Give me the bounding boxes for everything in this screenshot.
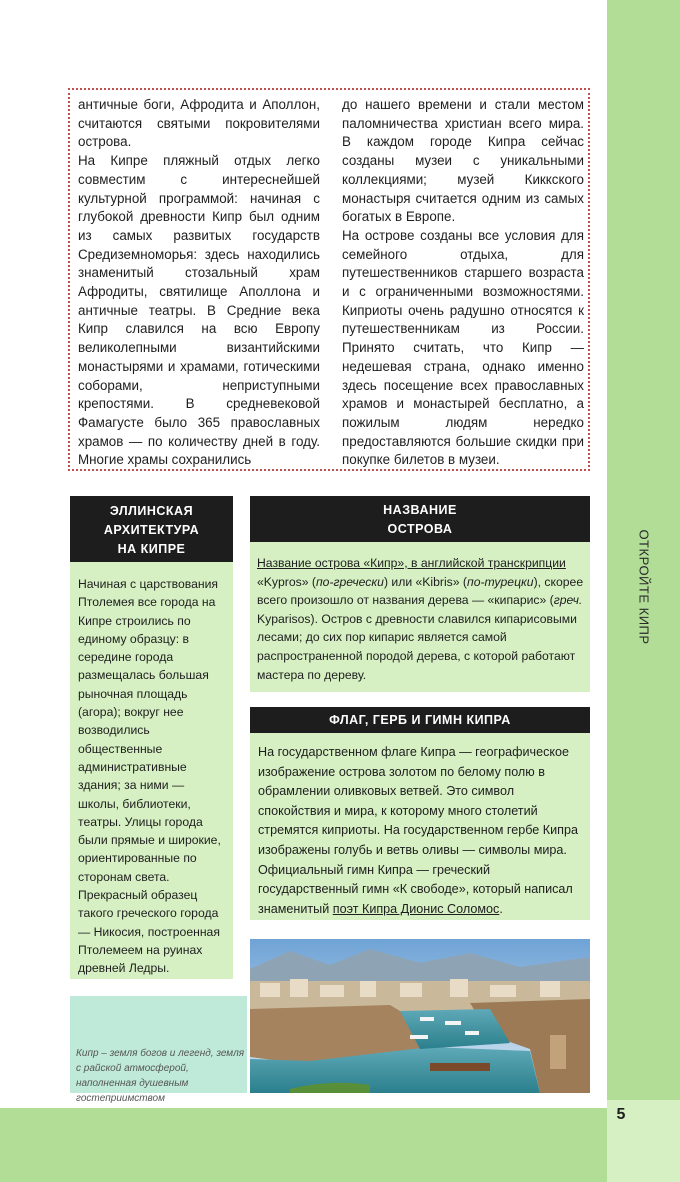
title-line: АРХИТЕКТУРА xyxy=(103,523,200,537)
photo-caption: Кипр – земля богов и легенд, земля с райской атмосферой, наполненная душевным гостеприимством xyxy=(76,1048,245,1104)
paragraph: На острове созданы все условия для семейного отдыха, для путешественников старшего возраста и с ограниченными возможностями. Киприоты очень радушно относятся к путешественникам из России. Принято считать, что Кипр — недешевая страна, однако именно здесь посещение всех православных храмов и монастырей бесплатно, а пожилым людям нередко предоставляются большие скидки при покупке билетов в музеи. xyxy=(342,227,584,468)
hellenic-architecture-title xyxy=(70,496,233,562)
italic-term: греч. xyxy=(553,593,583,608)
island-name-link[interactable]: Название острова «Кипр», в английской транскрипции xyxy=(257,556,566,570)
bottom-margin-bar xyxy=(0,1108,607,1182)
text: На государственном флаге Кипра — географическое изображение острова золотом по белому полю в обрамлении оливковых ветвей. Это символ спокойствия и мира, к которому много столетий стремятся киприоты. На государственном гербе Кипра изображены голубь и ветвь оливы — символы мира. Официальный гимн Кипра — греческий государственный гимн «К свободе», который написал знаменитый xyxy=(258,745,578,916)
paragraph: до нашего времени и стали местом паломничества христиан всего мира. В каждом городе Кипра сейчас созданы музеи с уникальными коллекциями; музей Киккского монастыря считается одним из самых богатых в Европе. xyxy=(342,97,584,225)
poet-link[interactable]: поэт Кипра Дионис Соломос xyxy=(332,901,500,916)
title-line: ЭЛЛИНСКАЯ xyxy=(109,504,194,518)
text: Kyparisos). Остров с древности славился кипарисовыми лесами; до сих пор кипарис является самой распространенной породой дерева, с которой работают мастера по дереву. xyxy=(257,611,577,682)
island-name-box xyxy=(250,496,590,542)
text: «Kypros» ( xyxy=(257,574,316,589)
intro-column-left xyxy=(78,96,320,470)
text: ), скорее всего произошло от названия дерева — «кипарис» ( xyxy=(257,574,584,608)
title-line: ОСТРОВА xyxy=(387,522,453,536)
hellenic-architecture-box xyxy=(70,496,233,562)
flag-text xyxy=(250,733,590,920)
island-name-title xyxy=(250,496,590,542)
text: . xyxy=(499,901,503,916)
hellenic-architecture-text: Начиная с царствования Птолемея все города на Кипре строились по единому образцу: в середине города размещалась большая рыночная площадь (агора); вокруг нее возводились общественные административные здания; за ними — школы, библиотеки, театры. Улицы города были прямые и широкие, ориентированные по сторонам света. Прекрасный образец такого греческого города — Никосия, построенная Птолемеем на руинах древней Ледры. xyxy=(70,562,233,979)
paragraph: На Кипре пляжный отдых легко совместим с интереснейшей культурной программой: начиная с глубокой древности Кипр был одним из самых развитых государств Средиземноморья: здесь находились знаменитый стозальный храм Афродиты, святилище Аполлона и античные театры. В Средние века Кипр славился на всю Европу великолепными византийскими монастырями и храмами, готическими соборами, неприступными крепостями. В средневековой Фамагусте было 365 православных храмов — по количеству дней в году. Многие храмы сохранились xyxy=(78,153,320,468)
text: ) или «Kibris» ( xyxy=(383,574,467,589)
paragraph: античные боги, Афродита и Аполлон, считаются святыми покровителями острова. xyxy=(78,97,320,150)
intro-column-right xyxy=(342,96,584,470)
title-line: НА КИПРЕ xyxy=(117,542,186,556)
island-name-text xyxy=(250,542,590,692)
chapter-label-text: ОТКРОЙТЕ КИПР xyxy=(636,529,651,645)
flag-box xyxy=(250,707,590,733)
harbor-photo-image xyxy=(250,939,590,1093)
italic-term: по-гречески xyxy=(315,574,384,589)
chapter-label xyxy=(607,497,680,677)
harbor-photo xyxy=(250,939,590,1093)
italic-term: по-турецки xyxy=(467,574,534,589)
intro-text-box xyxy=(68,88,590,471)
flag-title: ФЛАГ, ГЕРБ И ГИМН КИПРА xyxy=(250,707,590,733)
page-number: 5 xyxy=(616,1106,626,1123)
title-line: НАЗВАНИЕ xyxy=(383,503,457,517)
